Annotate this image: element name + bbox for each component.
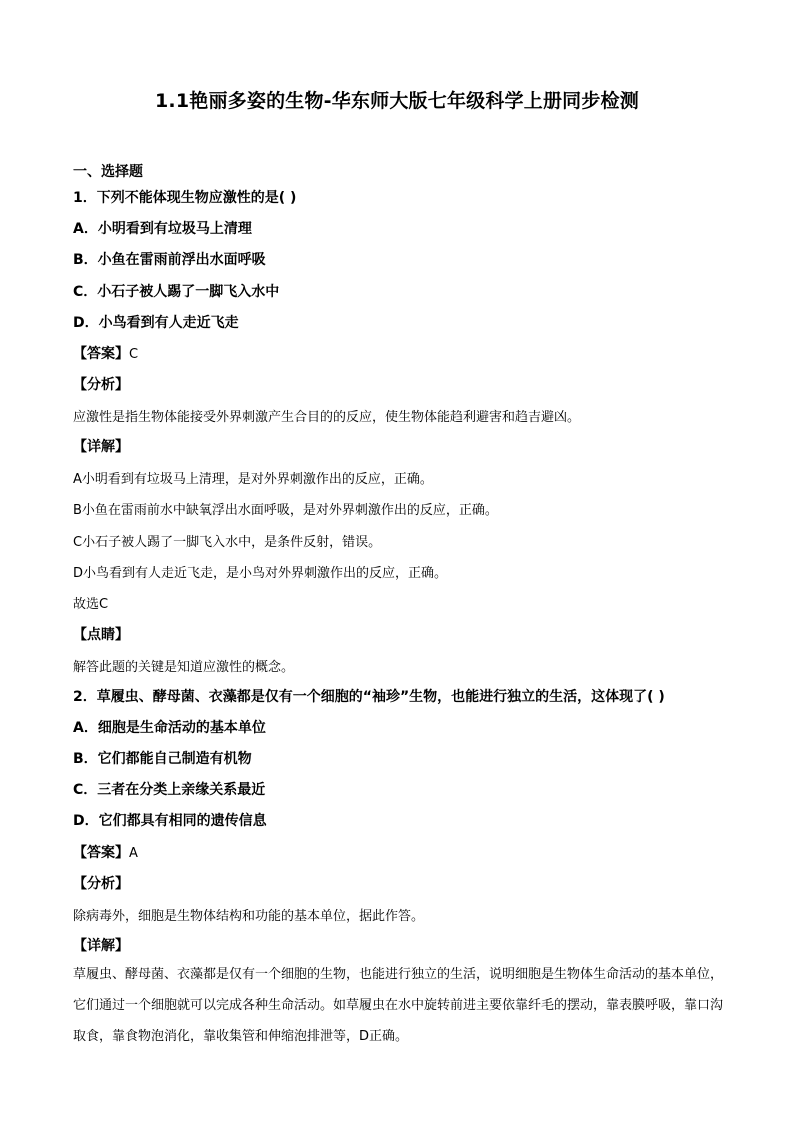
question-1-conclusion: 故选C [73, 597, 109, 612]
question-2-analysis-label: 【分析】 [73, 876, 129, 892]
answer-value: A [129, 846, 138, 861]
question-2-detail-paragraph: 草履虫、酵母菌、衣藻都是仅有一个细胞的生物，也能进行独立的生活，说明细胞是生物体生命活动的基本单位，它们通过一个细胞就可以完成各种生命活动。如草履虫在水中旋转前进主要依靠纤毛的摆动，靠表膜呼吸，靠口沟取食，靠食物泡消化，靠收集管和伸缩泡排泄等，D正确。 [73, 967, 724, 1044]
question-1-comment-label: 【点睛】 [73, 627, 129, 643]
question-1-analysis-text: 应激性是指生物体能接受外界刺激产生合目的的反应，使生物体能趋利避害和趋吉避凶。 [73, 410, 581, 425]
question-1-stem: 1．下列不能体现生物应激性的是( ) [73, 190, 297, 206]
question-1-detail-line: D小鸟看到有人走近飞走，是小鸟对外界刺激作出的反应，正确。 [73, 566, 448, 581]
document-title: 1.1艳丽多姿的生物-华东师大版七年级科学上册同步检测 [155, 90, 639, 112]
question-1-option-d: D．小鸟看到有人走近飞走 [73, 315, 239, 331]
question-1-comment-text: 解答此题的关键是知道应激性的概念。 [73, 660, 295, 675]
question-2-detail-label: 【详解】 [73, 938, 129, 954]
question-1-answer [73, 343, 138, 363]
question-2-option-c: C．三者在分类上亲缘关系最近 [73, 782, 266, 798]
question-2-answer [73, 842, 138, 862]
question-2-analysis-text: 除病毒外，细胞是生物体结构和功能的基本单位，据此作答。 [73, 909, 425, 924]
question-1-option-a: A．小明看到有垃圾马上清理 [73, 221, 252, 237]
question-2-option-d: D．它们都具有相同的遗传信息 [73, 813, 267, 829]
question-1-detail-line: C小石子被人踢了一脚飞入水中，是条件反射，错误。 [73, 535, 382, 550]
question-1-option-b: B．小鱼在雷雨前浮出水面呼吸 [73, 252, 266, 268]
question-1-detail-label: 【详解】 [73, 439, 129, 455]
question-2-option-a: A．细胞是生命活动的基本单位 [73, 720, 266, 736]
section-heading: 一、选择题 [73, 164, 143, 180]
question-1-option-c: C．小石子被人踢了一脚飞入水中 [73, 284, 280, 300]
answer-label: 【答案】 [73, 845, 129, 861]
question-2-stem: 2．草履虫、酵母菌、衣藻都是仅有一个细胞的“袖珍”生物，也能进行独立的生活，这体现了( ) [73, 689, 665, 705]
question-2-option-b: B．它们都能自己制造有机物 [73, 751, 252, 767]
question-1-detail-line: B小鱼在雷雨前水中缺氧浮出水面呼吸，是对外界刺激作出的反应，正确。 [73, 503, 498, 518]
answer-label: 【答案】 [73, 346, 129, 362]
question-1-analysis-label: 【分析】 [73, 377, 129, 393]
question-1-detail-line: A小明看到有垃圾马上清理，是对外界刺激作出的反应，正确。 [73, 472, 433, 487]
answer-value: C [129, 347, 139, 362]
